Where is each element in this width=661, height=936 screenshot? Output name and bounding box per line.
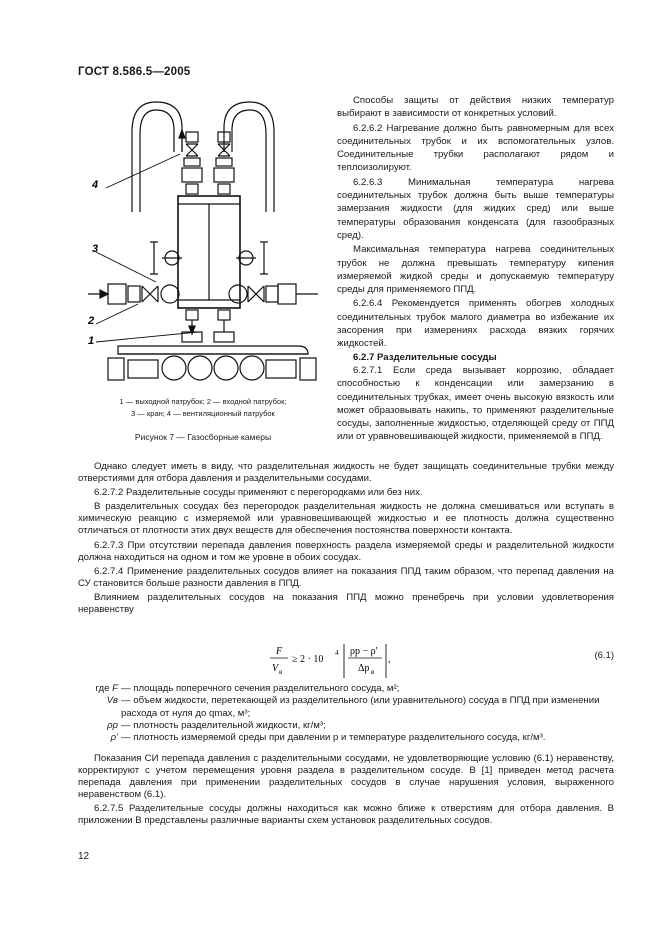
paragraph: 6.2.7.2 Разделительные сосуды применяют с перегородками или без них.: [94, 487, 423, 499]
callout-2: 2: [88, 315, 95, 327]
formula-rhs-denominator-sub: в: [371, 668, 375, 676]
paragraph: Влиянием разделительных сосудов на показания ППД можно пренебречь при условии удовлетворения неравенству: [78, 591, 614, 616]
formula-lhs-numerator: F: [276, 646, 283, 657]
definition-symbol: где F: [95, 683, 118, 694]
paragraph: 6.2.7.5 Разделительные сосуды должны находиться как можно ближе к отверстиям для отбора давления. В приложении В представлены различные варианты схем установок разделительных сосудов.: [78, 803, 614, 827]
paragraph: 6.2.7.4 Применение разделительных сосудов влияет на показания ППД таким образом, что перепад давления на СУ становится больше разности давления в ППД.: [78, 565, 614, 589]
callout-3: 3: [92, 243, 99, 255]
formula-rhs-denominator: Δp: [358, 663, 370, 674]
section-heading: 6.2.7 Разделительные сосуды: [353, 351, 497, 363]
definition-row: [78, 695, 614, 720]
figure-gas-collection-chambers: [78, 92, 328, 392]
formula-definitions: [78, 683, 614, 744]
formula-6-1: [78, 640, 614, 684]
document-header: ГОСТ 8.586.5—2005: [78, 66, 191, 78]
definition-text: — плотность измеряемой среды при давлении p и температуре разделительного сосуда, кг/м³.: [121, 732, 546, 744]
definition-row: [78, 683, 614, 695]
paragraph: 6.2.6.2 Нагревание должно быть равномерным для всех соединительных трубок и их вспомогательных узлов. Соединительные трубки располагают рядом и теплоизолируют.: [337, 122, 614, 174]
body-text-block: [78, 461, 614, 618]
callout-4: 4: [92, 179, 99, 191]
definition-text: — плотность разделительной жидкости, кг/м³;: [121, 719, 326, 731]
definition-symbol: ρ': [110, 732, 118, 744]
paragraph: 6.2.6.3 Минимальная температура нагрева соединительных трубок должна быть выше температуры замерзания жидкости (для жидких сред) или выше температуры образования конденсата (для газообразных сред).: [337, 176, 614, 241]
paragraph: Показания СИ перепада давления с разделительными сосудами, не удовлетворяющие условию (6.1) неравенству, корректируют с учетом перемещения уровня раздела в разделительном сосуде. В [1] приведен метод расчета перепада давления при применении разделительных сосудов в случае нарушения условия, выраженного неравенством (6.1).: [78, 753, 614, 801]
paragraph: Способы защиты от действия низких температур выбирают в зависимости от конкретных условий.: [337, 95, 614, 120]
definition-symbol: Vв: [106, 695, 118, 707]
formula-rhs-numerator: ρр − ρ': [350, 646, 378, 657]
paragraph: 6.2.6.4 Рекомендуется применять обогрев холодных соединительных трубок малого диаметра во избежание их засорения при измерениях расхода вязких горячих жидкостей.: [337, 298, 614, 350]
formula-trailing-comma: ,: [388, 654, 391, 665]
definition-row: [78, 720, 614, 732]
figure-caption: Рисунок 7 — Газосборные камеры: [134, 432, 272, 442]
paragraph: Однако следует иметь в виду, что разделительная жидкость не будет защищать соединительные трубки между отверстиями для отбора давления и разделительными сосудами.: [78, 461, 614, 485]
definition-text: — площадь поперечного сечения разделительного сосуда, м²;: [121, 683, 400, 694]
definition-row: [78, 732, 614, 744]
paragraph: В разделительных сосудах без перегородок разделительная жидкость не должна смешиваться или вступать в химическую реакцию с измеряемой или уравновешивающей жидкостью и ее плотность должна существенно отличаться от плотности этих двух веществ для обеспечения постоянства поверхности контакта.: [78, 501, 614, 537]
callout-1: 1: [88, 335, 95, 347]
paragraph: 6.2.7.3 При отсутствии перепада давления поверхность раздела измеряемой среды и разделительной жидкости должна находиться на одном и том же уровне в обоих сосудах.: [78, 539, 614, 563]
figure-legend-line-1: 1 — выходной патрубок; 2 — входной патрубок;: [119, 397, 287, 406]
formula-lhs-denominator-sub: в: [279, 668, 283, 676]
definition-prefix: где: [95, 683, 110, 694]
formula-number: (6.1): [594, 650, 614, 661]
paragraph: Максимальная температура нагрева соединительных трубок не должна превышать температуру кипения измеряемой жидкой среды и допускаемую температуру среды для применяемого ППД.: [337, 244, 614, 296]
figure-legend-line-2: 3 — кран; 4 — вентиляционный патрубок: [131, 409, 275, 418]
formula-lhs-denominator: V: [272, 663, 279, 674]
paragraph: 6.2.7.1 Если среда вызывает коррозию, обладает способностью к конденсации или замерзанию в соединительных трубках, имеет очень высокую вязкость или может образовывать накипь, то применяют разделительные сосуды, заполненные жидкостью, отделяющей среду от ППД или от уравновешивающей жидкости, применяемой в ППД.: [337, 364, 614, 443]
page-number: 12: [78, 851, 90, 862]
definition-text: — объем жидкости, перетекающей из разделительного (или уравнительного) сосуда в ППД при изменении расхода от нуля до qmax, м³;: [121, 695, 600, 719]
formula-ge: ≥ 2 · 10: [292, 654, 324, 665]
body-text-block-2: [78, 753, 614, 830]
right-column: [337, 94, 614, 444]
definition-symbol: ρр: [107, 719, 118, 731]
formula-exp: 4: [335, 649, 339, 657]
